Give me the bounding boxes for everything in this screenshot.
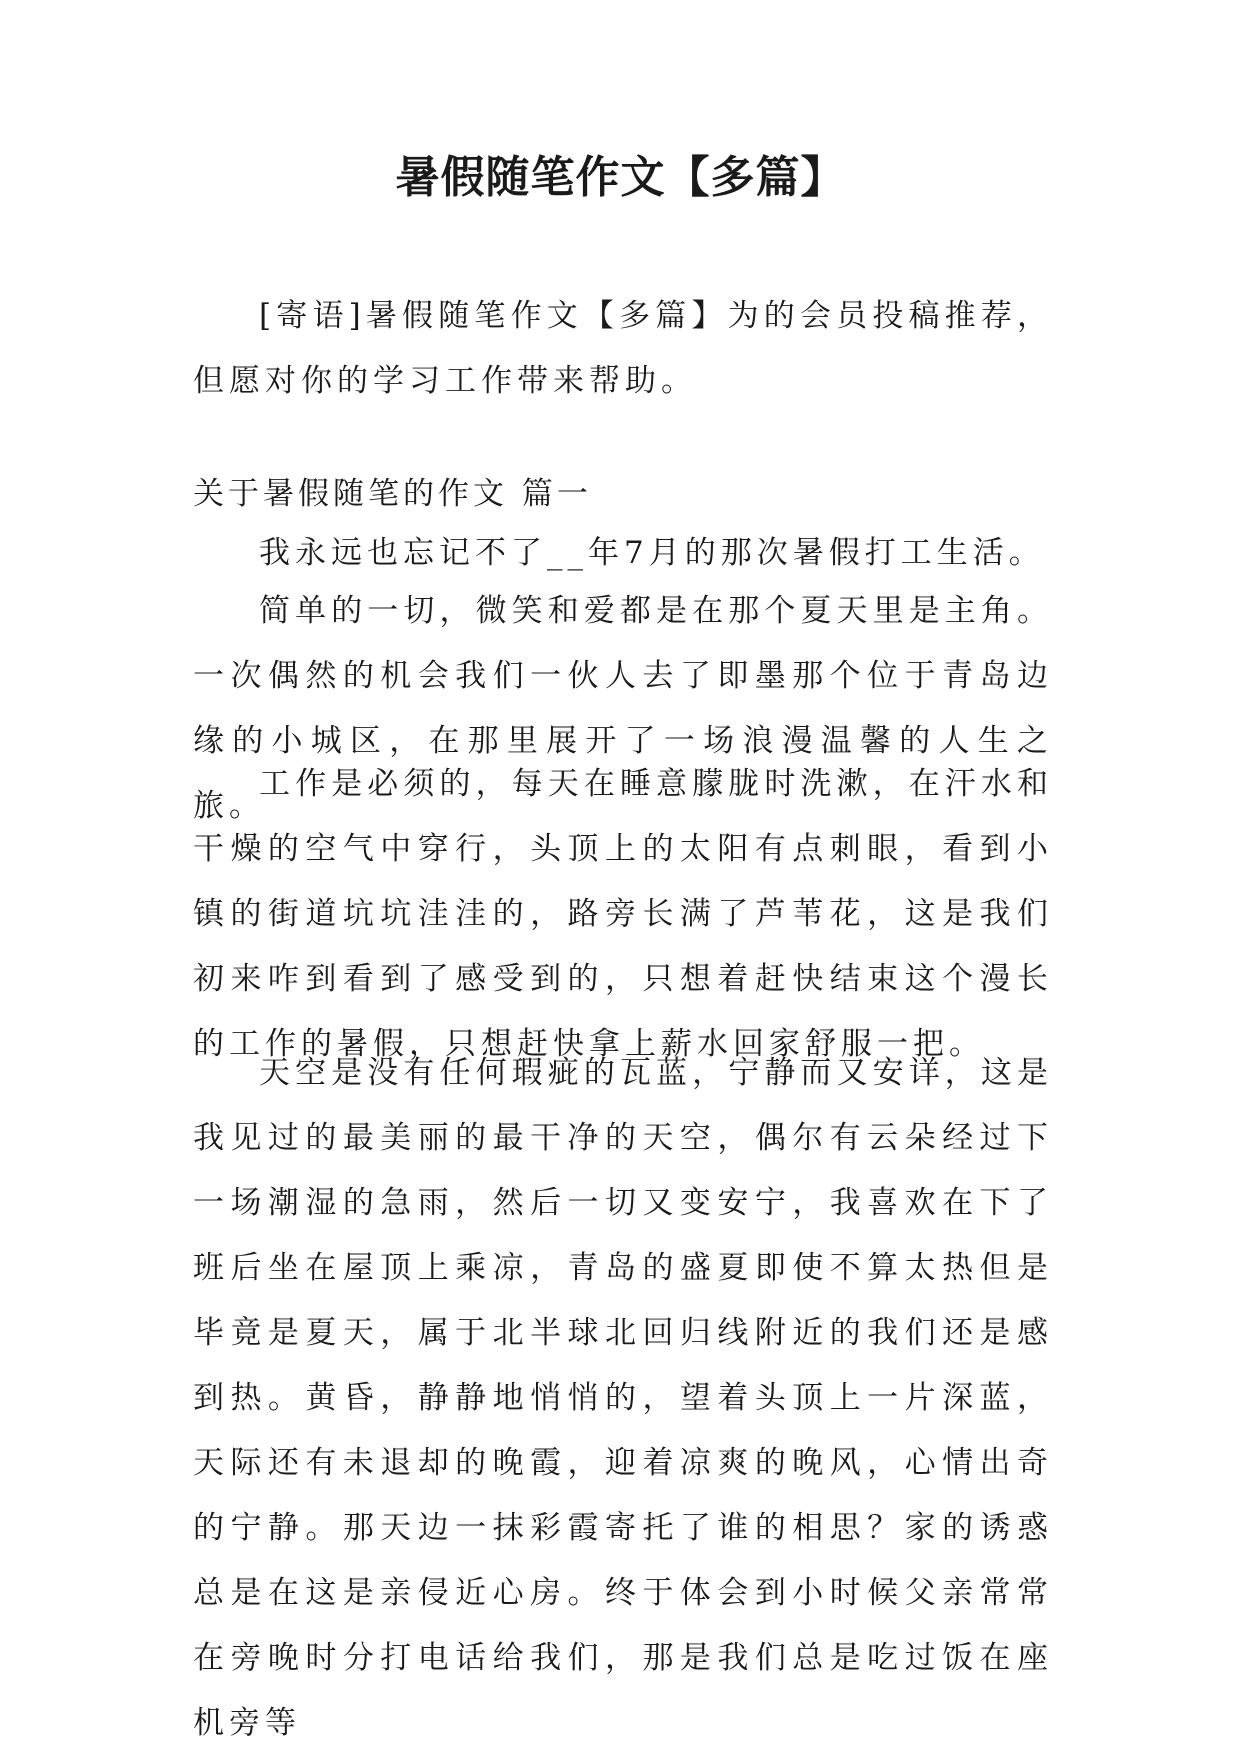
section-heading: 关于暑假随笔的作文 篇一 [193, 476, 592, 512]
paragraph-1: 我永远也忘记不了__年7月的那次暑假打工生活。 [259, 535, 1045, 571]
intro-paragraph: [寄语]暑假随笔作文【多篇】为的会员投稿推荐，但愿对你的学习工作带来帮助。 [193, 298, 1053, 399]
paragraph-4: 天空是没有任何瑕疵的瓦蓝，宁静而又安详，这是我见过的最美丽的最干净的天空，偶尔有云朵经过下一场潮湿的急雨，然后一切又变安宁，我喜欢在下了班后坐在屋顶上乘凉，青岛的盛夏即使不算太热但是毕竟是夏天，属于北半球北回归线附近的我们还是感到热。黄昏，静静地悄悄的，望着头顶上一片深蓝，天际还有未退却的晚霞，迎着凉爽的晚风，心情出奇的宁静。那天边一抹彩霞寄托了谁的相思？家的诱惑总是在这是亲侵近心房。终于体会到小时候父亲常常在旁晚时分打电话给我们，那是我们总是吃过饭在座机旁等 [193, 1055, 1053, 1741]
document-title: 暑假随笔作文【多篇】 [395, 152, 846, 203]
paragraph-3: 工作是必须的，每天在睡意朦胧时洗漱，在汗水和干燥的空气中穿行，头顶上的太阳有点刺眼，看到小镇的街道坑坑洼洼的，路旁长满了芦苇花，这是我们初来咋到看到了感受到的，只想着赶快结束这个漫长的工作的暑假，只想赶快拿上薪水回家舒服一把。 [193, 766, 1053, 1062]
paragraph-2: 简单的一切，微笑和爱都是在那个夏天里是主角。一次偶然的机会我们一伙人去了即墨那个位于青岛边缘的小城区，在那里展开了一场浪漫温馨的人生之旅。 [193, 593, 1053, 824]
